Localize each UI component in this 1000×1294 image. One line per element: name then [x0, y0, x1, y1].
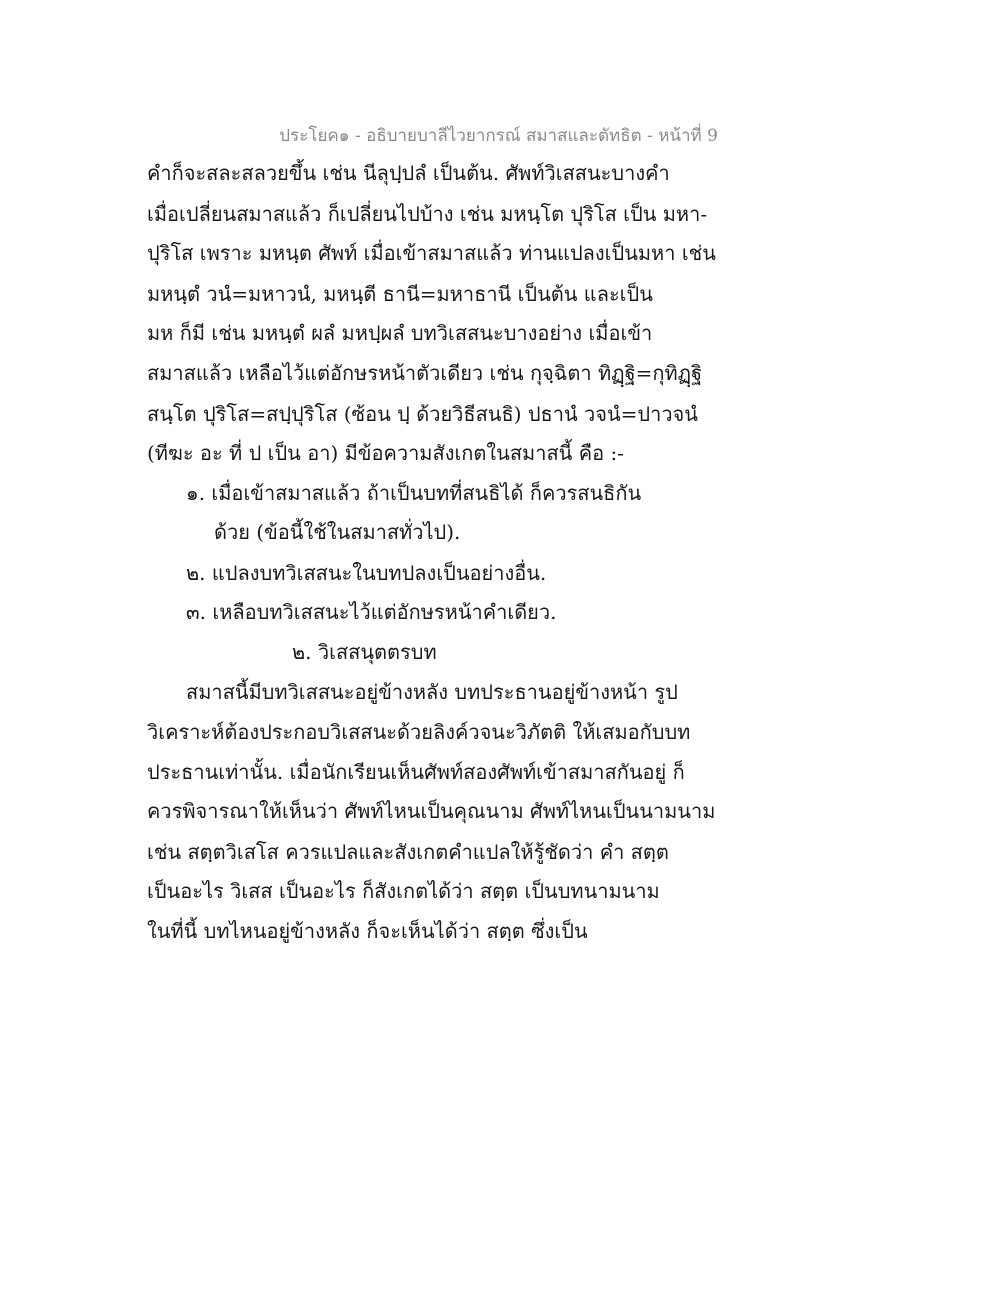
body-line: สมาสแล้ว เหลือไว้แต่อักษรหน้าตัวเดียว เช่น กุจฺฉิตา ทิฏฺฐิ=กุทิฏฺฐิ: [147, 361, 703, 385]
section-heading: ๒. วิเสสนุตตรบท: [292, 640, 437, 664]
paragraph-line: ควรพิจารณาให้เห็นว่า ศัพท์ไหนเป็นคุณนาม ศัพท์ไหนเป็นนามนาม: [147, 799, 716, 823]
rule-item: ๒. แปลงบทวิเสสนะในบทปลงเป็นอย่างอื่น.: [186, 561, 547, 585]
rule-item-continuation: ด้วย (ข้อนี้ใช้ในสมาสทั่วไป).: [214, 520, 461, 544]
paragraph-line: สมาสนี้มีบทวิเสสนะอยู่ข้างหลัง บทประธานอยู่ข้างหน้า รูป: [186, 680, 678, 704]
running-header: ประโยค๑ - อธิบายบาลีไวยากรณ์ สมาสและตัทธิต - หน้าที่ 9: [279, 126, 718, 146]
rule-item: ๓. เหลือบทวิเสสนะไว้แต่อักษรหน้าคำเดียว.: [186, 600, 557, 624]
body-line: มห ก็มี เช่น มหนฺตํ ผลํ มหปฺผลํ บทวิเสสนะบางอย่าง เมื่อเข้า: [147, 321, 653, 345]
body-line: คำก็จะสละสลวยขึ้น เช่น นีลุปฺปลํ เป็นต้น. ศัพท์วิเสสนะบางคำ: [147, 161, 670, 185]
body-line: ปุริโส เพราะ มหนฺต ศัพท์ เมื่อเข้าสมาสแล้ว ท่านแปลงเป็นมหา เช่น: [147, 241, 716, 265]
body-line: เมื่อเปลี่ยนสมาสแล้ว ก็เปลี่ยนไปบ้าง เช่น มหนฺโต ปุริโส เป็น มหา-: [147, 202, 708, 226]
paragraph-line: ประธานเท่านั้น. เมื่อนักเรียนเห็นศัพท์สองศัพท์เข้าสมาสกันอยู่ ก็: [147, 760, 685, 784]
paragraph-line: ในที่นี้ บทไหนอยู่ข้างหลัง ก็จะเห็นได้ว่า สตฺต ซึ่งเป็น: [147, 919, 588, 943]
body-line: มหนฺตํ วนํ=มหาวนํ, มหนฺตี ธานี=มหาธานี เป็นต้น และเป็น: [147, 282, 653, 306]
body-line: (ทีฆะ อะ ที่ ป เป็น อา) มีข้อความสังเกตในสมาสนี้ คือ :-: [147, 441, 624, 465]
rule-item: ๑. เมื่อเข้าสมาสแล้ว ถ้าเป็นบทที่สนธิได้ ก็ควรสนธิกัน: [186, 481, 642, 505]
paragraph-line: วิเคราะห์ต้องประกอบวิเสสนะด้วยลิงค์วจนะวิภัตติ ให้เสมอกับบท: [147, 720, 691, 744]
paragraph-line: เป็นอะไร วิเสส เป็นอะไร ก็สังเกตได้ว่า สตฺต เป็นบทนามนาม: [147, 879, 660, 903]
body-line: สนฺโต ปุริโส=สปฺปุริโส (ซ้อน ปฺ ด้วยวิธีสนธิ) ปธานํ วจนํ=ปาวจนํ: [147, 402, 698, 426]
paragraph-line: เช่น สตฺตวิเสโส ควรแปลและสังเกตคำแปลให้รู้ชัดว่า คำ สตฺต: [147, 840, 669, 864]
